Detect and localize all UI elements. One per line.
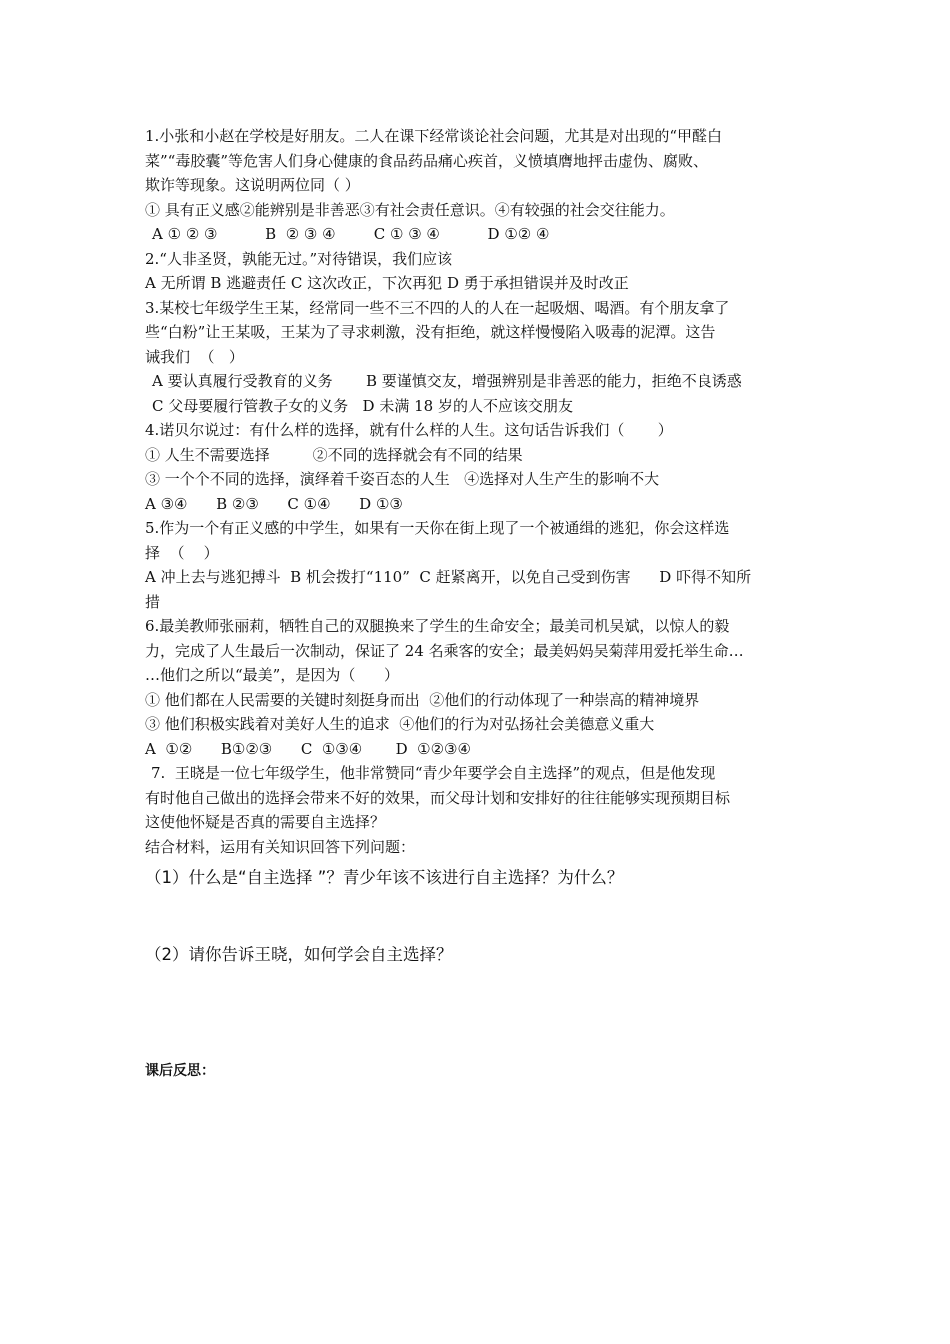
q7-instruction: 结合材料，运用有关知识回答下列问题：: [145, 837, 416, 856]
q6-stem-line: 力，完成了人生最后一次制动，保证了 24 名乘客的安全；最美妈妈吴菊萍用爱托举生命…: [145, 641, 744, 660]
q6-options: A ①② B①②③ C ①③④ D ①②③④: [145, 739, 471, 758]
q7-stem-line: 这使他怀疑是否真的需要自主选择？: [145, 813, 386, 831]
q3-stem-line: 些“白粉”让王某吸，王某为了寻求刺激，没有拒绝，就这样慢慢陷入吸毒的泥潭。这告: [145, 323, 716, 341]
q6-stem-line: …他们之所以“最美”，是因为（ ）: [145, 666, 399, 684]
q5-options: A 冲上去与逃犯搏斗 B 机会拨打“110” C 赶紧离开，以免自己受到伤害 D 吓得不知所: [145, 568, 752, 586]
q1-stem-line: 欺诈等现象。这说明两位同（ ）: [145, 176, 360, 194]
q3-stem-line: 3.某校七年级学生王某，经常同一些不三不四的人的人在一起吸烟、喝酒。有个朋友拿了: [145, 298, 730, 317]
sub-question-2: （2）请你告诉王晓，如何学会自主选择？: [145, 945, 453, 964]
q2-stem: 2.“人非圣贤，孰能无过。”对待错误，我们应该: [145, 249, 453, 268]
q4-stem: 4.诺贝尔说过：有什么样的选择，就有什么样的人生。这句话告诉我们（ ）: [145, 421, 673, 439]
q4-statements: ① 人生不需要选择 ②不同的选择就会有不同的结果: [145, 445, 523, 464]
q5-stem-line: 择 （ ）: [145, 543, 219, 562]
q7-stem-line: 有时他自己做出的选择会带来不好的效果，而父母计划和安排好的往往能够实现预期目标: [145, 788, 731, 807]
q3-stem-line: 诫我们 （ ）: [145, 347, 244, 366]
reflection-label: 课后反思：: [145, 1063, 215, 1079]
q4-statements: ③ 一个个不同的选择，演绎着千姿百态的人生 ④选择对人生产生的影响不大: [145, 470, 660, 488]
q5-options: 措: [145, 592, 161, 611]
q6-stem-line: 6.最美教师张丽莉，牺牲自己的双腿换来了学生的生命安全；最美司机吴斌，以惊人的毅: [145, 617, 730, 635]
q3-options: A 要认真履行受教育的义务 B 要谨慎交友，增强辨别是非善恶的能力，拒绝不良诱惑: [152, 372, 742, 390]
q5-stem-line: 5.作为一个有正义感的中学生，如果有一天你在街上现了一个被通缉的逃犯，你会这样选: [145, 519, 730, 537]
q1-stem-line: 1.小张和小赵在学校是好朋友。二人在课下经常谈论社会问题，尤其是对出现的“甲醛白: [145, 127, 722, 145]
q6-statements: ③ 他们积极实践着对美好人生的追求 ④他们的行为对弘扬社会美德意义重大: [145, 715, 655, 733]
q2-options: A 无所谓 B 逃避责任 C 这次改正，下次再犯 D 勇于承担错误并及时改正: [145, 274, 629, 292]
sub-question-1: （1）什么是“自主选择 ”？青少年该不该进行自主选择？为什么？: [145, 868, 624, 887]
q4-options: A ③④ B ②③ C ①④ D ①③: [145, 494, 403, 513]
q1-options: A ① ② ③ B ② ③ ④ C ① ③ ④ D ①② ④: [152, 225, 550, 243]
q3-options: C 父母要履行管教子女的义务 D 未满 18 岁的人不应该交朋友: [152, 396, 573, 415]
question-body: [145, 124, 810, 1080]
q1-stem-line: 菜”“毒胶囊”等危害人们身心健康的食品药品痛心疾首，义愤填膺地抨击虚伪、腐败、: [145, 151, 709, 170]
q1-statements: ① 具有正义感②能辨别是非善恶③有社会责任意识。④有较强的社会交往能力。: [145, 200, 675, 219]
q6-statements: ① 他们都在人民需要的关键时刻挺身而出 ②他们的行动体现了一种崇高的精神境界: [145, 690, 700, 709]
q7-stem-line: 7. 王晓是一位七年级学生，他非常赞同“青少年要学会自主选择”的观点，但是他发现: [151, 764, 716, 782]
